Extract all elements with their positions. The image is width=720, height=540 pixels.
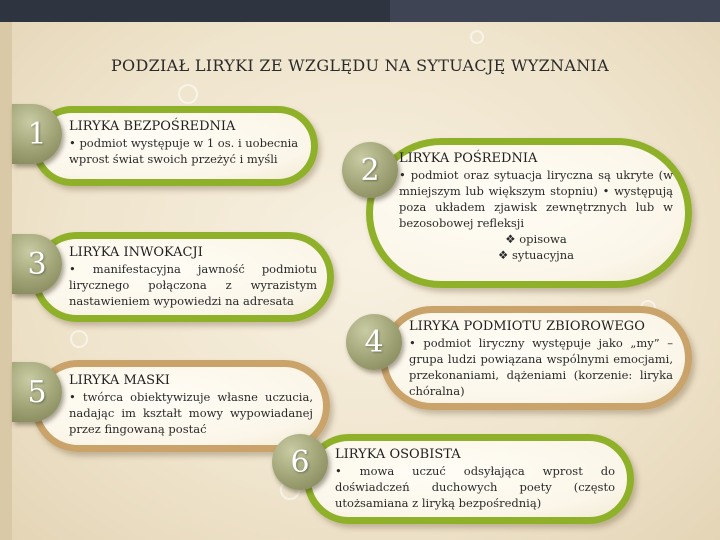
decorative-ring xyxy=(70,330,88,348)
item-3-body: • manifestacyjna jawność podmiotu lirycznego połączona z wyrazistym nastawieniem wypowiedzi na adresata xyxy=(69,262,317,308)
item-6-number-badge xyxy=(272,434,328,490)
item-6-body: • mowa uczuć odsyłająca wprost do doświadczeń duchowych poety (często utożsamiana z liryką bezpośrednią) xyxy=(335,464,615,510)
decorative-ring xyxy=(470,30,484,44)
item-6-bubble xyxy=(304,434,634,524)
item-2-bubble xyxy=(366,138,692,288)
item-2-number-badge xyxy=(342,142,398,198)
item-5-heading: LIRYKA MASKI xyxy=(69,373,170,388)
decorative-ring xyxy=(178,84,198,104)
item-4-heading: LIRYKA PODMIOTU ZBIOROWEGO xyxy=(409,319,645,334)
item-2-sub-1: ❖ opisowa xyxy=(505,232,567,246)
item-3-heading: LIRYKA INWOKACJI xyxy=(69,245,203,260)
item-4-number: 4 xyxy=(364,324,384,360)
item-4-bubble xyxy=(380,306,692,410)
item-2-number: 2 xyxy=(360,152,380,188)
item-2-sub-2: ❖ sytuacyjna xyxy=(497,248,574,262)
item-6-heading: LIRYKA OSOBISTA xyxy=(335,447,461,462)
item-3-number: 3 xyxy=(27,246,47,282)
item-5-body: • twórca obiektywizuje własne uczucia, nadając im kształt mowy wypowiadanej przez fingowaną postać xyxy=(69,390,313,436)
item-6-number: 6 xyxy=(290,444,310,480)
left-edge-strip xyxy=(0,22,12,540)
item-1-body: • podmiot występuje w 1 os. i uobecnia wprost świat swoich przeżyć i myśli xyxy=(69,136,299,166)
item-5-number: 5 xyxy=(27,374,47,410)
item-2-heading: LIRYKA POŚREDNIA xyxy=(399,151,538,166)
item-4-number-badge xyxy=(346,314,402,370)
item-1-heading: LIRYKA BEZPOŚREDNIA xyxy=(69,119,236,134)
top-bar-accent xyxy=(0,0,390,22)
item-3-bubble xyxy=(32,232,334,322)
item-4-body: • podmiot liryczny występuje jako „my” – grupa ludzi powiązana wspólnymi emocjami, przekonaniami, dążeniami (korzenie: liryka chóralna) xyxy=(409,336,673,398)
item-1-number: 1 xyxy=(27,116,47,152)
item-1-bubble xyxy=(32,106,318,186)
item-2-body: • podmiot oraz sytuacja liryczna są ukryte (w mniejszym lub większym stopniu) • występują poza układem zjawisk zewnętrznych lub w bezosobowej refleksji xyxy=(399,168,673,230)
slide-title: PODZIAŁ LIRYKI ZE WZGLĘDU NA SYTUACJĘ WYZNANIA xyxy=(110,56,609,75)
